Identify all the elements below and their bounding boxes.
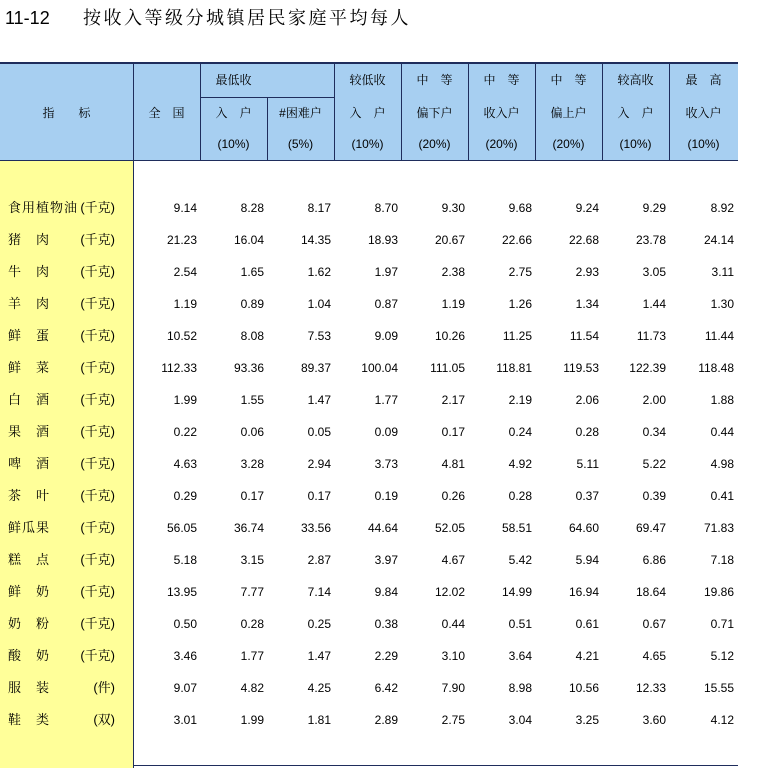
value-middle: 8.98	[508, 681, 532, 695]
row-label: 茶 叶	[8, 488, 51, 503]
value-higher: 2.00	[642, 393, 666, 407]
value-upper-middle: 5.94	[575, 553, 599, 567]
value-lower-middle: 1.19	[441, 297, 465, 311]
row-label: 鲜 蛋	[8, 328, 51, 343]
value-lower-middle: 0.17	[441, 425, 465, 439]
value-lower-middle: 4.67	[441, 553, 465, 567]
value-lowest: 1.99	[240, 713, 264, 727]
header-higher-top: 较高收	[617, 73, 654, 87]
table-number: 11-12	[5, 8, 50, 28]
row-unit: (千克)	[80, 552, 115, 567]
header-highest-bottom: 收入户	[685, 106, 722, 120]
value-lower-middle: 3.10	[441, 649, 465, 663]
header-indicator: 指 标	[42, 106, 91, 120]
value-upper-middle: 16.94	[568, 585, 599, 599]
value-lower-middle: 7.90	[441, 681, 465, 695]
table-row	[0, 192, 738, 224]
header-highest-share: (10%)	[687, 137, 720, 151]
header-lower-middle-top: 中 等	[416, 73, 453, 87]
value-lower: 100.04	[361, 361, 398, 375]
value-lower: 9.09	[374, 329, 398, 343]
value-national: 0.50	[173, 617, 197, 631]
value-highest: 15.55	[703, 681, 734, 695]
value-middle: 0.51	[508, 617, 532, 631]
value-lowest: 0.06	[240, 425, 264, 439]
value-hardship: 89.37	[300, 361, 331, 375]
value-higher: 6.86	[642, 553, 666, 567]
value-hardship: 7.14	[307, 585, 331, 599]
value-lowest: 0.89	[240, 297, 264, 311]
value-hardship: 7.53	[307, 329, 331, 343]
row-unit: (千克)	[80, 648, 115, 663]
header-lower-top: 较低收	[349, 73, 386, 87]
value-lowest: 36.74	[233, 521, 264, 535]
table-title: 按收入等级分城镇居民家庭平均每人	[83, 8, 411, 28]
value-lower: 2.89	[374, 713, 398, 727]
value-higher: 4.65	[642, 649, 666, 663]
row-label: 猪 肉	[8, 232, 51, 247]
table-row	[0, 576, 738, 608]
value-national: 56.05	[166, 521, 197, 535]
value-higher: 0.39	[642, 489, 666, 503]
value-middle: 1.26	[508, 297, 532, 311]
header-lower-middle-share: (20%)	[418, 137, 451, 151]
value-lower: 3.97	[374, 553, 398, 567]
header-bottom-rule	[0, 160, 738, 161]
value-highest: 3.11	[711, 265, 734, 279]
value-highest: 5.12	[710, 649, 734, 663]
table-row	[0, 256, 738, 288]
value-upper-middle: 119.53	[563, 361, 599, 375]
value-highest: 0.41	[710, 489, 734, 503]
value-hardship: 2.94	[307, 457, 331, 471]
table-row	[0, 704, 738, 736]
value-highest: 7.18	[710, 553, 734, 567]
value-upper-middle: 0.28	[575, 425, 599, 439]
value-lowest: 4.82	[240, 681, 264, 695]
value-higher: 122.39	[629, 361, 666, 375]
value-highest: 0.71	[710, 617, 734, 631]
row-label: 羊 肉	[8, 296, 51, 311]
value-higher: 5.22	[642, 457, 666, 471]
value-highest: 24.14	[703, 233, 734, 247]
header-lowest-group: 最低收	[215, 73, 252, 87]
value-upper-middle: 3.25	[575, 713, 599, 727]
value-middle: 118.81	[496, 361, 532, 375]
value-lower-middle: 111.05	[430, 361, 465, 375]
row-unit: (件)	[93, 680, 115, 695]
table-row	[0, 672, 738, 704]
value-national: 3.01	[173, 713, 197, 727]
value-lower: 44.64	[367, 521, 398, 535]
value-lower: 0.87	[374, 297, 398, 311]
value-lower: 0.38	[374, 617, 398, 631]
value-lowest: 0.17	[240, 489, 264, 503]
value-higher: 9.29	[642, 201, 666, 215]
value-higher: 69.47	[635, 521, 666, 535]
value-higher: 0.67	[642, 617, 666, 631]
value-national: 3.46	[173, 649, 197, 663]
table-row	[0, 512, 738, 544]
table-row	[0, 384, 738, 416]
value-higher: 18.64	[635, 585, 666, 599]
value-middle: 3.64	[508, 649, 532, 663]
value-hardship: 0.25	[307, 617, 331, 631]
row-unit: (双)	[93, 712, 115, 727]
header-national: 全 国	[148, 106, 185, 120]
header-middle-share: (20%)	[485, 137, 518, 151]
table-row	[0, 640, 738, 672]
header-upper-middle-bottom: 偏上户	[550, 106, 587, 120]
value-lower: 0.19	[374, 489, 398, 503]
value-middle: 11.25	[502, 329, 532, 343]
value-higher: 23.78	[635, 233, 666, 247]
value-higher: 11.73	[636, 329, 666, 343]
header-middle-top: 中 等	[483, 73, 520, 87]
table-row	[0, 416, 738, 448]
row-unit: (千克)	[80, 520, 115, 535]
value-lower: 0.09	[374, 425, 398, 439]
value-national: 1.99	[173, 393, 197, 407]
value-lower-middle: 52.05	[434, 521, 465, 535]
value-lower-middle: 2.17	[441, 393, 465, 407]
value-lower: 3.73	[374, 457, 398, 471]
table-row	[0, 480, 738, 512]
value-lower-middle: 12.02	[434, 585, 465, 599]
value-lower: 6.42	[374, 681, 398, 695]
value-middle: 14.99	[501, 585, 532, 599]
header-hardship-share: (5%)	[287, 137, 314, 151]
row-label: 鲜 菜	[8, 360, 51, 375]
value-higher: 12.33	[635, 681, 666, 695]
value-lower-middle: 10.26	[434, 329, 465, 343]
row-label: 奶 粉	[8, 616, 51, 631]
value-middle: 0.24	[508, 425, 532, 439]
value-middle: 58.51	[501, 521, 532, 535]
header-highest-top: 最 高	[685, 73, 722, 87]
value-highest: 118.48	[698, 361, 734, 375]
value-lowest: 7.77	[240, 585, 264, 599]
row-unit: (千克)	[80, 296, 115, 311]
value-hardship: 1.47	[307, 649, 331, 663]
value-middle: 3.04	[508, 713, 532, 727]
value-national: 1.19	[173, 297, 197, 311]
value-national: 4.63	[173, 457, 197, 471]
value-lower: 1.77	[374, 393, 398, 407]
row-unit: (千克)	[80, 264, 115, 279]
value-upper-middle: 2.06	[575, 393, 599, 407]
value-higher: 1.44	[642, 297, 666, 311]
value-hardship: 0.05	[307, 425, 331, 439]
row-unit: (千克)	[80, 392, 115, 407]
header-lowest-share: (10%)	[217, 137, 250, 151]
value-lowest: 1.65	[240, 265, 264, 279]
row-unit: (千克)	[80, 360, 115, 375]
row-unit: (千克)	[80, 232, 115, 247]
value-hardship: 1.81	[307, 713, 331, 727]
value-lower-middle: 9.30	[441, 201, 465, 215]
header-middle-bottom: 收入户	[483, 106, 520, 120]
value-hardship: 33.56	[300, 521, 331, 535]
row-unit: (千克)	[80, 488, 115, 503]
value-upper-middle: 1.34	[575, 297, 599, 311]
value-national: 0.22	[173, 425, 197, 439]
value-hardship: 2.87	[307, 553, 331, 567]
value-hardship: 4.25	[307, 681, 331, 695]
row-label: 果 酒	[8, 424, 51, 439]
value-upper-middle: 0.61	[575, 617, 599, 631]
header-higher-bottom: 入 户	[617, 106, 654, 120]
value-national: 10.52	[166, 329, 197, 343]
value-lower-middle: 0.44	[441, 617, 465, 631]
value-lowest: 16.04	[233, 233, 264, 247]
table-row	[0, 224, 738, 256]
header-lower-middle-bottom: 偏下户	[416, 106, 453, 120]
value-lowest: 3.15	[240, 553, 264, 567]
value-lower: 9.84	[374, 585, 398, 599]
value-middle: 9.68	[508, 201, 532, 215]
value-national: 112.33	[161, 361, 197, 375]
value-middle: 2.75	[508, 265, 532, 279]
row-unit: (千克)	[80, 328, 115, 343]
value-national: 0.29	[173, 489, 197, 503]
value-national: 9.14	[173, 201, 197, 215]
value-lower: 2.29	[374, 649, 398, 663]
value-upper-middle: 64.60	[568, 521, 599, 535]
value-upper-middle: 9.24	[575, 201, 599, 215]
value-highest: 19.86	[703, 585, 734, 599]
row-unit: (千克)	[80, 456, 115, 471]
row-label: 啤 酒	[8, 456, 51, 471]
row-label: 鲜 奶	[8, 584, 51, 599]
value-hardship: 1.47	[307, 393, 331, 407]
value-middle: 0.28	[508, 489, 532, 503]
header-higher-share: (10%)	[619, 137, 652, 151]
value-upper-middle: 22.68	[568, 233, 599, 247]
row-label: 鞋 类	[8, 712, 51, 727]
table-row	[0, 352, 738, 384]
value-highest: 1.30	[710, 297, 734, 311]
value-upper-middle: 0.37	[575, 489, 599, 503]
value-lower: 8.70	[374, 201, 398, 215]
value-lowest: 8.08	[240, 329, 264, 343]
value-lower-middle: 20.67	[434, 233, 465, 247]
value-higher: 3.05	[642, 265, 666, 279]
value-middle: 22.66	[501, 233, 532, 247]
value-national: 13.95	[166, 585, 197, 599]
value-middle: 4.92	[508, 457, 532, 471]
value-middle: 2.19	[508, 393, 532, 407]
row-label: 白 酒	[8, 392, 51, 407]
value-upper-middle: 4.21	[575, 649, 599, 663]
value-lower: 1.97	[374, 265, 398, 279]
row-unit: (千克)	[80, 616, 115, 631]
table-row	[0, 320, 738, 352]
value-hardship: 8.17	[307, 201, 331, 215]
table-row	[0, 448, 738, 480]
row-unit: (千克)	[80, 424, 115, 439]
header-lower-bottom: 入 户	[349, 106, 386, 120]
header-hardship-label: #困难户	[279, 106, 322, 120]
row-label: 食用植物油	[8, 200, 79, 215]
value-lowest: 0.28	[240, 617, 264, 631]
row-unit: (千克)	[80, 200, 115, 215]
row-label: 牛 肉	[8, 264, 51, 279]
value-upper-middle: 2.93	[575, 265, 599, 279]
value-upper-middle: 5.11	[576, 457, 599, 471]
value-lower: 18.93	[367, 233, 398, 247]
header-upper-middle-share: (20%)	[552, 137, 585, 151]
value-higher: 3.60	[642, 713, 666, 727]
row-label: 酸 奶	[8, 648, 51, 663]
value-highest: 4.12	[710, 713, 734, 727]
value-highest: 0.44	[710, 425, 734, 439]
row-label: 糕 点	[8, 552, 51, 567]
table-row	[0, 288, 738, 320]
table-row	[0, 544, 738, 576]
value-highest: 8.92	[710, 201, 734, 215]
row-label: 服 装	[8, 680, 51, 695]
value-middle: 5.42	[508, 553, 532, 567]
table-bottom-rule	[133, 765, 738, 766]
value-upper-middle: 10.56	[568, 681, 599, 695]
value-national: 9.07	[173, 681, 197, 695]
value-lowest: 93.36	[233, 361, 264, 375]
row-unit: (千克)	[80, 584, 115, 599]
value-upper-middle: 11.54	[569, 329, 599, 343]
value-hardship: 1.62	[307, 265, 331, 279]
header-lowest-label: 入 户	[215, 106, 252, 120]
value-lowest: 3.28	[240, 457, 264, 471]
value-higher: 0.34	[642, 425, 666, 439]
value-hardship: 0.17	[307, 489, 331, 503]
value-hardship: 14.35	[300, 233, 331, 247]
value-national: 5.18	[173, 553, 197, 567]
value-lower-middle: 2.38	[441, 265, 465, 279]
value-highest: 1.88	[710, 393, 734, 407]
header-lower-share: (10%)	[351, 137, 384, 151]
value-lowest: 1.55	[240, 393, 264, 407]
value-lower-middle: 0.26	[441, 489, 465, 503]
header-upper-middle-top: 中 等	[550, 73, 587, 87]
value-national: 2.54	[173, 265, 197, 279]
value-hardship: 1.04	[307, 297, 331, 311]
value-highest: 71.83	[703, 521, 734, 535]
value-lower-middle: 2.75	[441, 713, 465, 727]
table-row	[0, 608, 738, 640]
row-label: 鲜瓜果	[8, 520, 51, 535]
value-highest: 4.98	[710, 457, 734, 471]
value-lower-middle: 4.81	[441, 457, 465, 471]
value-highest: 11.44	[704, 329, 734, 343]
value-lowest: 8.28	[240, 201, 264, 215]
value-lowest: 1.77	[240, 649, 264, 663]
value-national: 21.23	[166, 233, 197, 247]
